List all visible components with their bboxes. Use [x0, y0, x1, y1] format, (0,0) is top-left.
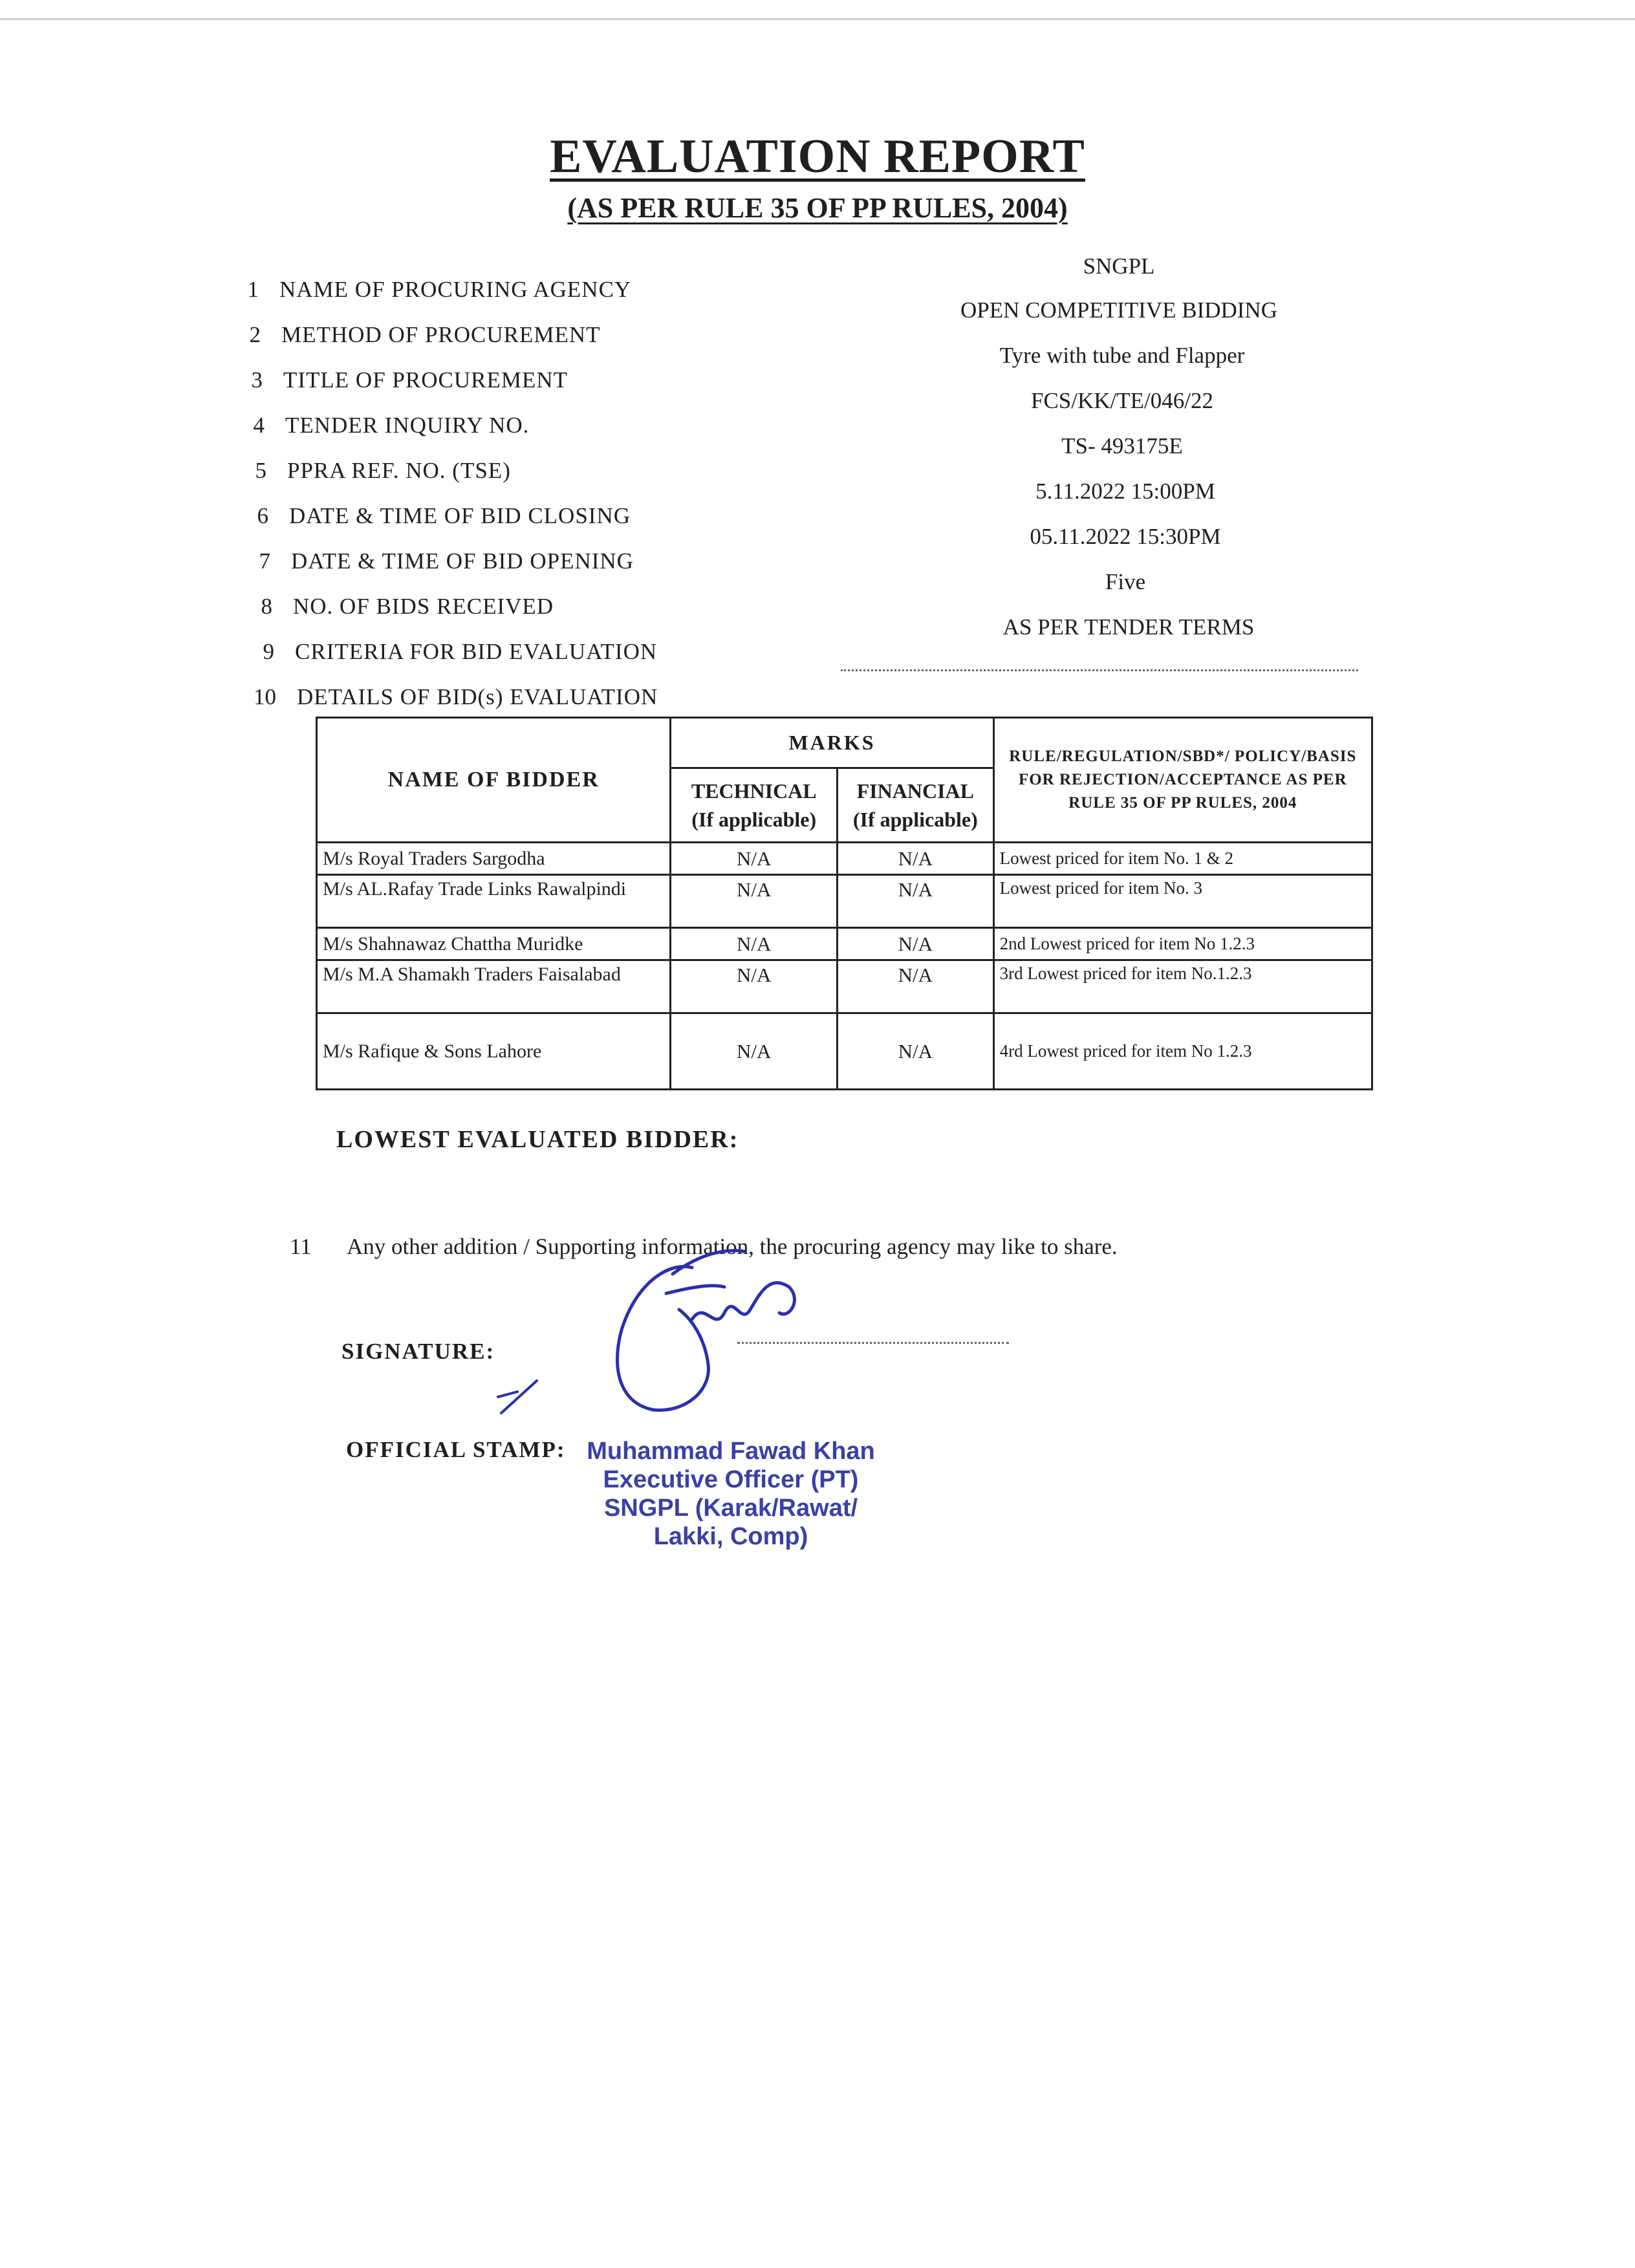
stamp-line: Muhammad Fawad Khan	[587, 1438, 875, 1465]
table-row	[317, 875, 1372, 928]
item-number: 9	[263, 639, 274, 664]
financial-marks: N/A	[838, 875, 994, 928]
header-technical-label: TECHNICAL	[691, 779, 817, 803]
item-number: 8	[261, 594, 272, 619]
header-rule-basis: RULE/REGULATION/SBD*/ POLICY/BASIS FOR REJECTION/ACCEPTANCE AS PER RULE 35 OF PP RULES, 2004	[993, 718, 1372, 843]
bids-received-value: Five	[1105, 569, 1146, 594]
lowest-evaluated-bidder-label: LOWEST EVALUATED BIDDER:	[336, 1126, 739, 1153]
procurement-title-value: Tyre with tube and Flapper	[999, 343, 1245, 368]
header-financial	[838, 768, 994, 843]
agency-value: SNGPL	[1083, 254, 1155, 279]
header-name-of-bidder: NAME OF BIDDER	[317, 718, 671, 843]
item-label: NO. OF BIDS RECEIVED	[293, 594, 554, 619]
technical-marks: N/A	[671, 1013, 838, 1090]
signature-label: SIGNATURE:	[341, 1339, 495, 1364]
official-stamp-label: OFFICIAL STAMP:	[346, 1437, 566, 1462]
ppra-ref-value: TS- 493175E	[1061, 433, 1183, 459]
item-row	[290, 1234, 1118, 1260]
table-row	[317, 960, 1372, 1013]
header-marks: MARKS	[671, 718, 993, 768]
item-label: METHOD OF PROCUREMENT	[281, 322, 601, 347]
evaluation-basis: 2nd Lowest priced for item No 1.2.3	[993, 928, 1372, 960]
table-row	[317, 928, 1372, 960]
item-label: DATE & TIME OF BID CLOSING	[289, 503, 631, 528]
header-financial-note: (If applicable)	[852, 808, 978, 831]
evaluation-basis: Lowest priced for item No. 3	[993, 875, 1372, 928]
technical-marks: N/A	[671, 843, 838, 875]
check-mark-icon	[492, 1377, 543, 1416]
stamp-line: SNGPL (Karak/Rawat/	[603, 1495, 858, 1522]
details-dotted-line	[841, 669, 1358, 671]
report-title: EVALUATION REPORT	[550, 130, 1085, 183]
item-number: 11	[290, 1234, 312, 1259]
criteria-value: AS PER TENDER TERMS	[1002, 614, 1255, 640]
bid-closing-value: 5.11.2022 15:00PM	[1035, 479, 1215, 504]
item-label: NAME OF PROCURING AGENCY	[279, 277, 632, 302]
item-number: 5	[255, 458, 266, 483]
item-label: Any other addition / Supporting information, the procuring agency may like to share.	[347, 1234, 1118, 1259]
financial-marks: N/A	[838, 1013, 994, 1090]
bidder-name: M/s AL.Rafay Trade Links Rawalpindi	[317, 875, 671, 928]
item-label: TENDER INQUIRY NO.	[285, 413, 530, 438]
scan-edge-line	[0, 18, 1635, 20]
table-row	[317, 843, 1372, 875]
item-number: 7	[259, 548, 270, 574]
bidder-name: M/s Rafique & Sons Lahore	[317, 1013, 671, 1090]
item-number: 1	[247, 277, 259, 302]
evaluation-basis: 4rd Lowest priced for item No 1.2.3	[993, 1013, 1372, 1090]
item-number: 2	[249, 322, 261, 347]
item-label: TITLE OF PROCUREMENT	[283, 367, 568, 393]
item-number: 6	[257, 503, 268, 528]
handwritten-signature	[595, 1248, 867, 1442]
item-number: 10	[254, 684, 276, 709]
bid-evaluation-table	[316, 717, 1373, 1090]
item-label: DATE & TIME OF BID OPENING	[291, 548, 634, 574]
bidder-name: M/s Royal Traders Sargodha	[317, 843, 671, 875]
item-number: 3	[251, 367, 263, 393]
report-subtitle: (AS PER RULE 35 OF PP RULES, 2004)	[567, 192, 1068, 224]
financial-marks: N/A	[838, 960, 994, 1013]
header-technical-note: (If applicable)	[691, 808, 817, 831]
official-stamp	[563, 1437, 899, 1551]
bidder-name: M/s M.A Shamakh Traders Faisalabad	[317, 960, 671, 1013]
financial-marks: N/A	[838, 843, 994, 875]
header-financial-label: FINANCIAL	[856, 779, 974, 803]
item-label: CRITERIA FOR BID EVALUATION	[295, 639, 658, 664]
stamp-line: Lakki, Comp)	[653, 1523, 808, 1550]
technical-marks: N/A	[671, 875, 838, 928]
tender-inquiry-value: FCS/KK/TE/046/22	[1031, 388, 1213, 413]
bidder-name: M/s Shahnawaz Chattha Muridke	[317, 928, 671, 960]
bid-opening-value: 05.11.2022 15:30PM	[1030, 524, 1221, 549]
evaluation-basis: 3rd Lowest priced for item No.1.2.3	[993, 960, 1372, 1013]
financial-marks: N/A	[838, 928, 994, 960]
item-number: 4	[253, 413, 265, 438]
table-row	[317, 1013, 1372, 1090]
technical-marks: N/A	[671, 960, 838, 1013]
item-label: DETAILS OF BID(s) EVALUATION	[297, 684, 658, 709]
header-technical	[671, 768, 838, 843]
evaluation-basis: Lowest priced for item No. 1 & 2	[993, 843, 1372, 875]
item-label: PPRA REF. NO. (TSE)	[287, 458, 511, 483]
technical-marks: N/A	[671, 928, 838, 960]
method-value: OPEN COMPETITIVE BIDDING	[960, 297, 1277, 323]
stamp-line: Executive Officer (PT)	[603, 1466, 859, 1493]
